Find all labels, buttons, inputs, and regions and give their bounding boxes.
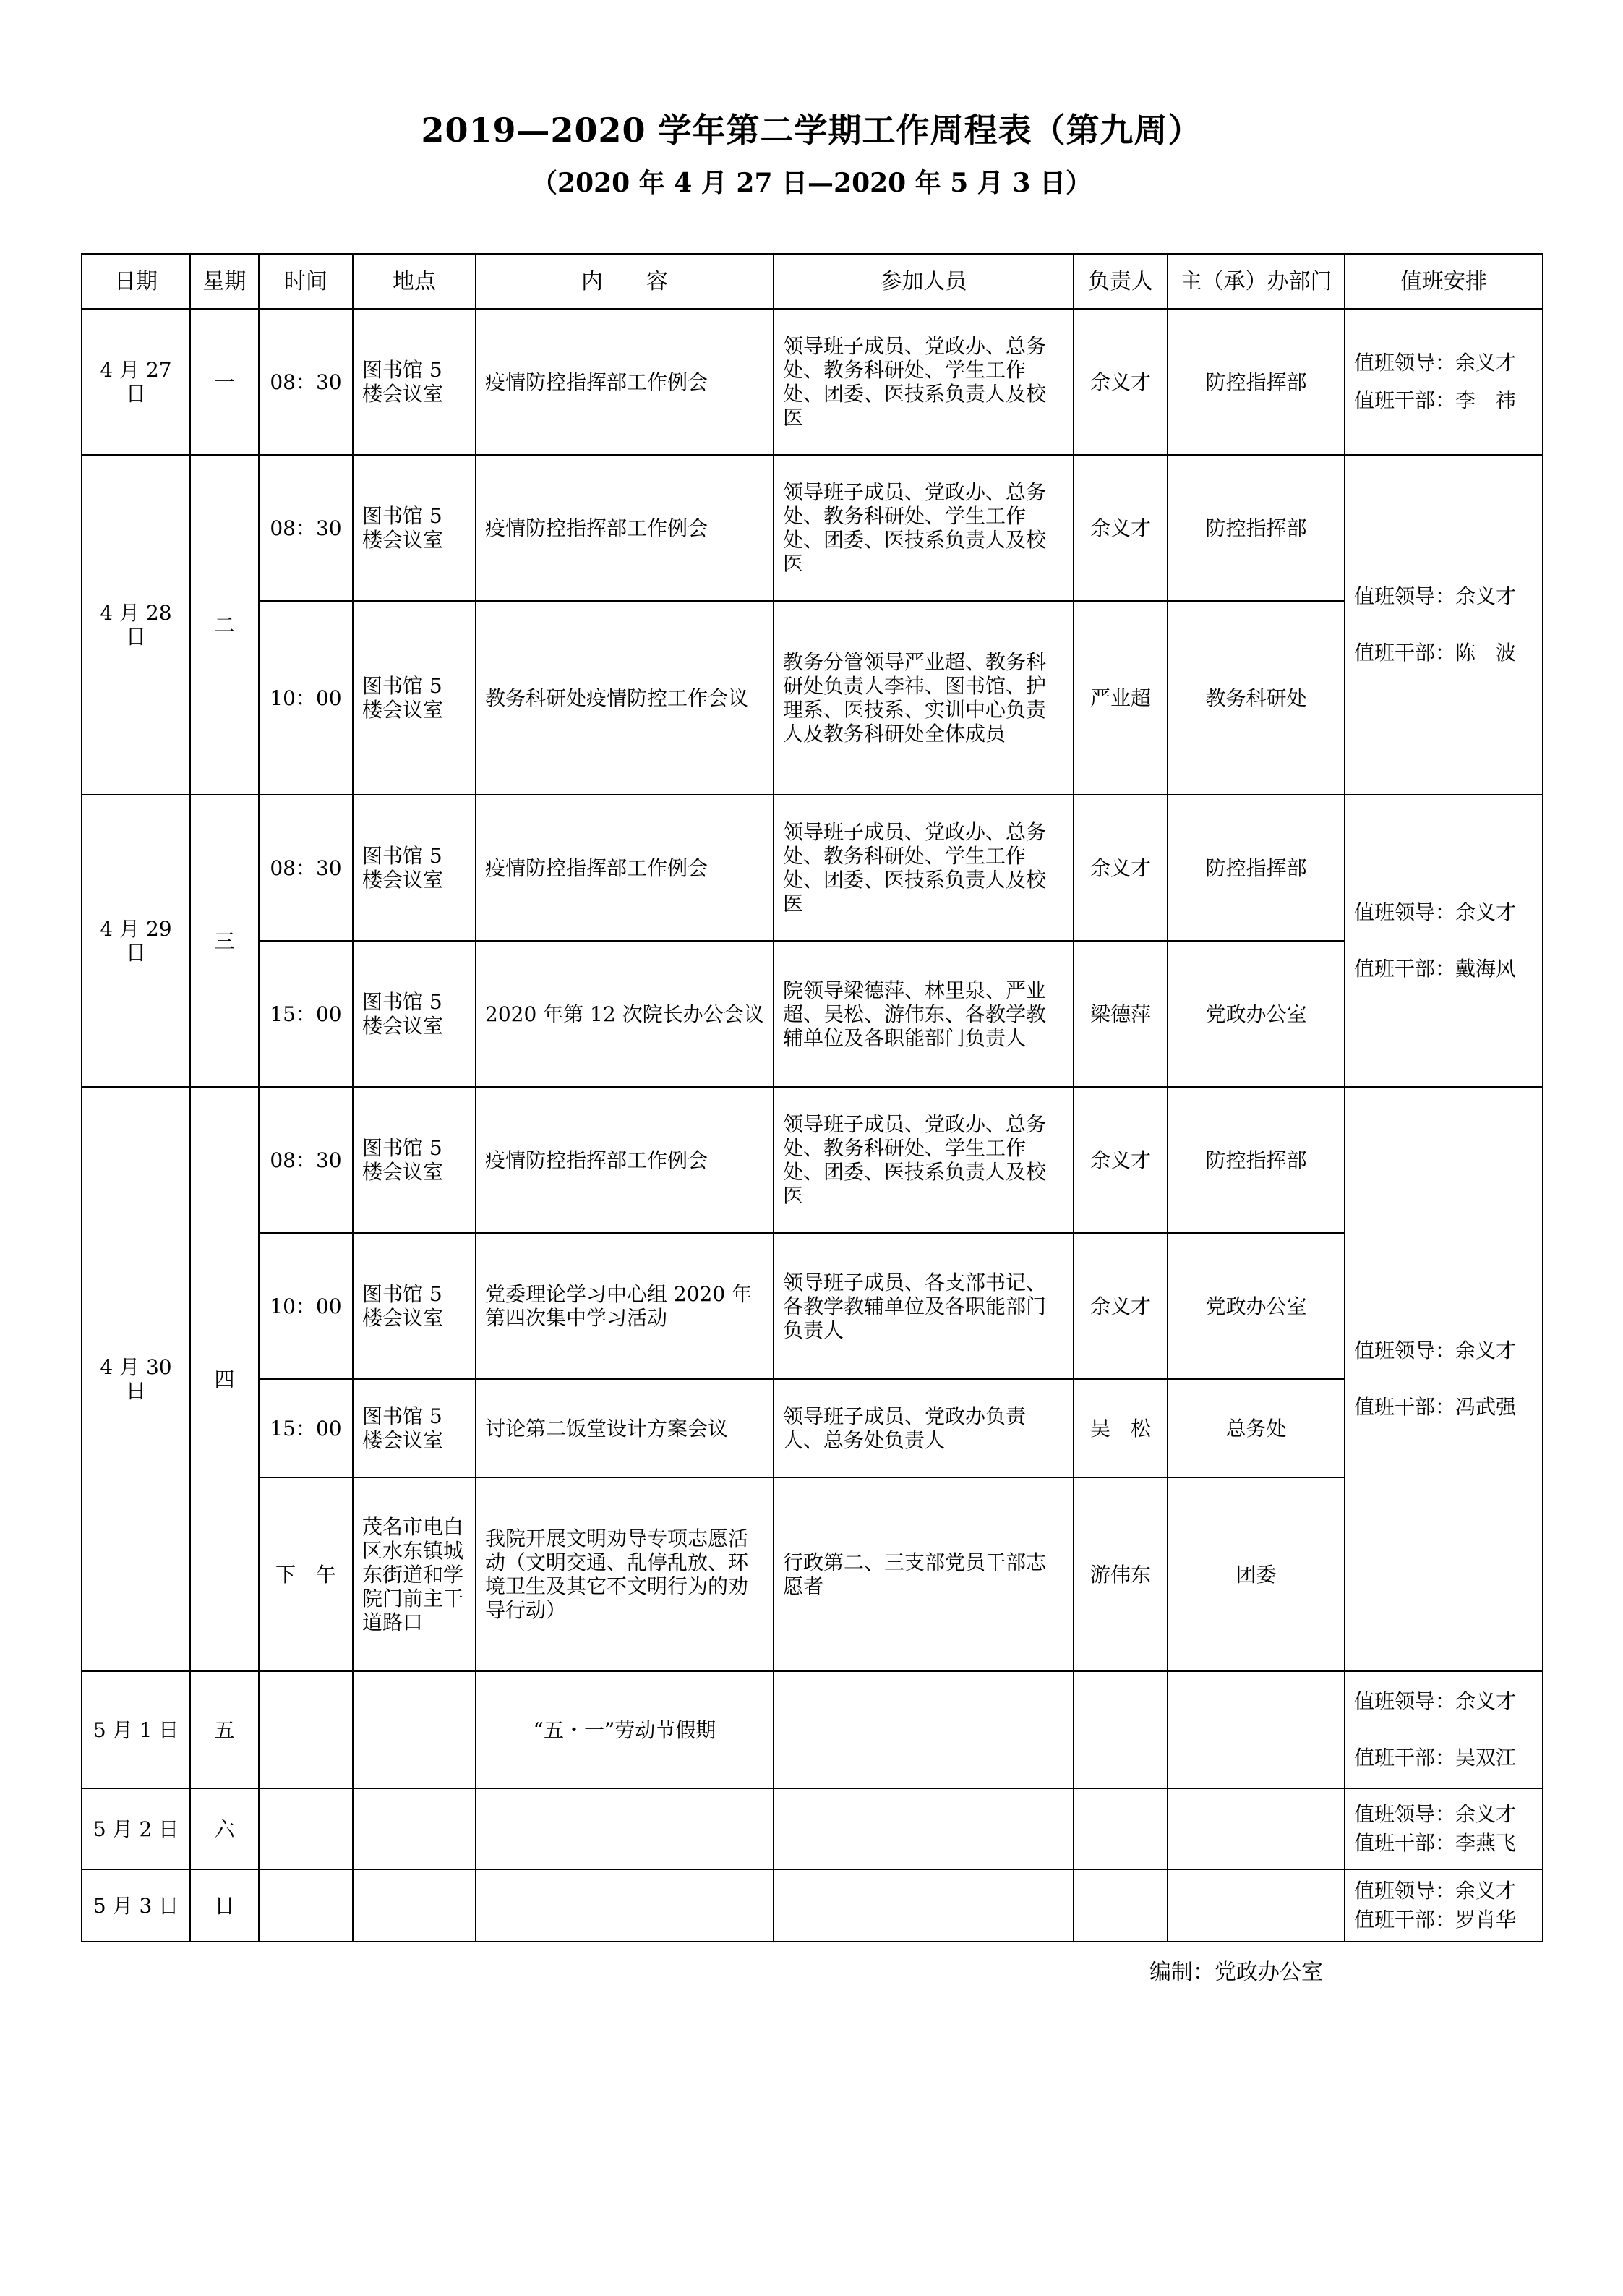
department-cell: 党政办公室 [1168,941,1345,1087]
content-cell: 2020 年第 12 次院长办公会议 [476,941,774,1087]
department-cell: 团委 [1168,1477,1345,1671]
date-cell: 4 月 30 日 [82,1087,190,1671]
time-cell: 15：00 [259,941,353,1087]
duty-cell [1345,1869,1543,1942]
location-cell [353,1671,476,1788]
leader-cell: 严业超 [1074,601,1168,795]
leader-cell: 吴 松 [1074,1379,1168,1477]
participants-cell: 领导班子成员、党政办、总务处、教务科研处、学生工作处、团委、医技系负责人及校医 [774,455,1074,601]
table-row [82,1788,1543,1869]
time-cell: 08：30 [259,309,353,455]
time-cell: 15：00 [259,1379,353,1477]
duty-cell [1345,309,1543,455]
department-cell: 防控指挥部 [1168,795,1345,941]
location-cell [353,1869,476,1942]
header-date: 日期 [82,254,190,309]
header-weekday: 星期 [190,254,259,309]
participants-cell: 教务分管领导严业超、教务科研处负责人李祎、图书馆、护理系、医技系、实训中心负责人及教务科研处全体成员 [774,601,1074,795]
document-subtitle: （2020 年 4 月 27 日—2020 年 5 月 3 日） [531,168,1092,198]
department-cell: 党政办公室 [1168,1233,1345,1379]
location-cell: 图书馆 5 楼会议室 [353,455,476,601]
content-cell [476,1788,774,1869]
department-cell [1168,1869,1345,1942]
department-cell [1168,1788,1345,1869]
duty-cell [1345,795,1543,1087]
location-cell: 图书馆 5 楼会议室 [353,601,476,795]
leader-cell: 余义才 [1074,455,1168,601]
location-cell: 图书馆 5 楼会议室 [353,795,476,941]
weekday-cell: 日 [190,1869,259,1942]
leader-cell [1074,1788,1168,1869]
duty-leader: 值班领导：余义才 [1354,1879,1517,1903]
date-cell: 4 月 28 日 [82,455,190,795]
content-cell: 疫情防控指挥部工作例会 [476,455,774,601]
table-row [82,1869,1543,1942]
leader-cell [1074,1869,1168,1942]
header-duty: 值班安排 [1345,254,1543,309]
document-title: 2019—2020 学年第二学期工作周程表（第九周） [421,111,1202,150]
duty-leader: 值班领导：余义才 [1354,900,1517,924]
duty-cadre: 值班干部：李 祎 [1354,388,1517,412]
leader-cell: 余义才 [1074,795,1168,941]
duty-cell [1345,1788,1543,1869]
table-row [82,1087,1543,1233]
location-cell [353,1788,476,1869]
time-cell: 10：00 [259,601,353,795]
header-time: 时间 [259,254,353,309]
date-cell: 5 月 2 日 [82,1788,190,1869]
header-content: 内 容 [476,254,774,309]
duty-cell [1345,1087,1543,1671]
header-department: 主（承）办部门 [1168,254,1345,309]
weekday-cell: 六 [190,1788,259,1869]
table-row [82,1379,1543,1477]
department-cell: 防控指挥部 [1168,309,1345,455]
leader-cell: 梁德萍 [1074,941,1168,1087]
header-location: 地点 [353,254,476,309]
participants-cell [774,1788,1074,1869]
time-cell [259,1869,353,1942]
duty-cadre: 值班干部：吴双江 [1354,1746,1517,1770]
holiday-note: “五・一”劳动节假期 [476,1671,774,1788]
participants-cell: 行政第二、三支部党员干部志愿者 [774,1477,1074,1671]
participants-cell: 领导班子成员、党政办、总务处、教务科研处、学生工作处、团委、医技系负责人及校医 [774,795,1074,941]
participants-cell: 院领导梁德萍、林里泉、严业超、吴松、游伟东、各教学教辅单位及各职能部门负责人 [774,941,1074,1087]
header-participants: 参加人员 [774,254,1074,309]
participants-cell: 领导班子成员、党政办负责人、总务处负责人 [774,1379,1074,1477]
content-cell [476,1869,774,1942]
participants-cell [774,1869,1074,1942]
content-cell: 讨论第二饭堂设计方案会议 [476,1379,774,1477]
time-cell: 08：30 [259,455,353,601]
duty-leader: 值班领导：余义才 [1354,1689,1517,1713]
department-cell: 防控指挥部 [1168,1087,1345,1233]
duty-cell [1345,1671,1543,1788]
table-row [82,795,1543,941]
location-cell: 图书馆 5 楼会议室 [353,941,476,1087]
time-cell: 下 午 [259,1477,353,1671]
duty-cadre: 值班干部：罗肖华 [1354,1908,1517,1932]
header-leader: 负责人 [1074,254,1168,309]
leader-cell: 余义才 [1074,1087,1168,1233]
duty-leader: 值班领导：余义才 [1354,1802,1517,1826]
duty-cadre: 值班干部：李燕飞 [1354,1831,1517,1855]
duty-cadre: 值班干部：冯武强 [1354,1395,1517,1419]
time-cell: 08：30 [259,795,353,941]
content-cell: 党委理论学习中心组 2020 年第四次集中学习活动 [476,1233,774,1379]
date-cell: 5 月 3 日 [82,1869,190,1942]
schedule-table [81,253,1543,1942]
duty-cadre: 值班干部：陈 波 [1354,641,1517,665]
date-cell: 4 月 29 日 [82,795,190,1087]
leader-cell: 余义才 [1074,1233,1168,1379]
location-cell: 图书馆 5 楼会议室 [353,309,476,455]
content-cell: 疫情防控指挥部工作例会 [476,795,774,941]
location-cell: 图书馆 5 楼会议室 [353,1379,476,1477]
location-cell: 图书馆 5 楼会议室 [353,1233,476,1379]
time-cell [259,1788,353,1869]
department-cell: 防控指挥部 [1168,455,1345,601]
duty-leader: 值班领导：余义才 [1354,351,1517,375]
duty-leader: 值班领导：余义才 [1354,584,1517,608]
time-cell: 08：30 [259,1087,353,1233]
date-cell: 5 月 1 日 [82,1671,190,1788]
weekday-cell: 二 [190,455,259,795]
prepared-by: 编制：党政办公室 [1149,1960,1323,1985]
department-cell: 教务科研处 [1168,601,1345,795]
content-cell: 疫情防控指挥部工作例会 [476,1087,774,1233]
department-cell [1168,1671,1345,1788]
location-cell: 茂名市电白区水东镇城东街道和学院门前主干道路口 [353,1477,476,1671]
weekday-cell: 一 [190,309,259,455]
time-cell [259,1671,353,1788]
weekday-cell: 五 [190,1671,259,1788]
table-row [82,1477,1543,1671]
weekday-cell: 三 [190,795,259,1087]
department-cell: 总务处 [1168,1379,1345,1477]
table-row [82,601,1543,795]
table-row [82,455,1543,601]
leader-cell: 游伟东 [1074,1477,1168,1671]
content-cell: 教务科研处疫情防控工作会议 [476,601,774,795]
duty-leader: 值班领导：余义才 [1354,1339,1517,1362]
weekday-cell: 四 [190,1087,259,1671]
participants-cell: 领导班子成员、党政办、总务处、教务科研处、学生工作处、团委、医技系负责人及校医 [774,309,1074,455]
table-row [82,941,1543,1087]
participants-cell: 领导班子成员、各支部书记、各教学教辅单位及各职能部门负责人 [774,1233,1074,1379]
content-cell: 我院开展文明劝导专项志愿活动（文明交通、乱停乱放、环境卫生及其它不文明行为的劝导行动） [476,1477,774,1671]
table-row [82,1233,1543,1379]
table-row [82,1671,1543,1788]
participants-cell: 领导班子成员、党政办、总务处、教务科研处、学生工作处、团委、医技系负责人及校医 [774,1087,1074,1233]
leader-cell: 余义才 [1074,309,1168,455]
table-row [82,309,1543,455]
leader-cell [1074,1671,1168,1788]
content-cell: 疫情防控指挥部工作例会 [476,309,774,455]
date-cell: 4 月 27 日 [82,309,190,455]
location-cell: 图书馆 5 楼会议室 [353,1087,476,1233]
duty-cell [1345,455,1543,795]
time-cell: 10：00 [259,1233,353,1379]
header-row [82,254,1543,309]
duty-cadre: 值班干部：戴海风 [1354,957,1517,981]
participants-cell [774,1671,1074,1788]
